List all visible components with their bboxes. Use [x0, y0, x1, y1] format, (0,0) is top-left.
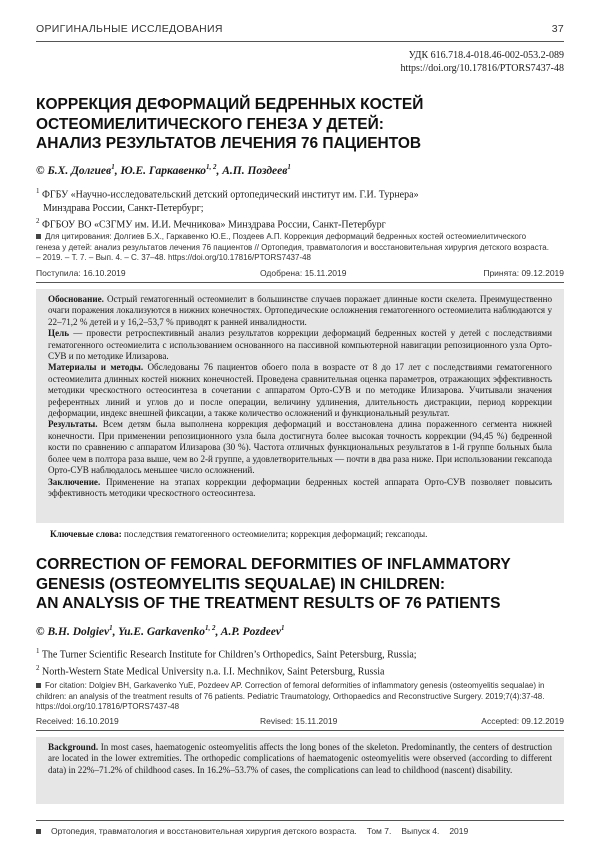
author: A.P. Pozdeev — [220, 625, 281, 638]
author: B.H. Dolgiev — [47, 625, 110, 638]
author-sup: 1 — [109, 624, 113, 632]
abstract-conclusion: Заключение. Применение на этапах коррекции деформации бедренных костей аппарата Орто-СУВ позволяет повысить эффективность методики чрескостного остеосинтеза. — [48, 476, 552, 498]
ru-dates — [36, 268, 564, 279]
copyright-sign: © — [36, 164, 48, 177]
en-title — [36, 555, 560, 614]
author: А.П. Поздеев — [222, 164, 288, 177]
en-abstract — [36, 737, 564, 804]
en-title-line: AN ANALYSIS OF THE TREATMENT RESULTS OF 76 PATIENTS — [36, 595, 501, 612]
affiliation: $^1$ The Turner Scientific Research Institute for Children’s Orthopedics, Saint Petersburg, Russia; — [36, 647, 417, 661]
ru-title-line: КОРРЕКЦИЯ ДЕФОРМАЦИЙ БЕДРЕННЫХ КОСТЕЙ — [36, 96, 424, 113]
copyright-sign: © — [36, 625, 48, 638]
accepted-date: Accepted: 09.12.2019 — [481, 716, 564, 726]
footer-rule — [36, 820, 564, 821]
revised-date: Одобрена: 15.11.2019 — [260, 268, 347, 278]
udk-block — [400, 49, 564, 75]
affiliation: $^2$ ФГБОУ ВО «СЗГМУ им. И.И. Мечникова» Минздрава России, Санкт-Петербург — [36, 217, 386, 231]
en-authors: © B.H. Dolgiev$^1$, Yu.E. Garkavenko$^{1, 2}$, A.P. Pozdeev$^1$ — [36, 624, 285, 638]
abstract-results: Результаты. Всем детям была выполнена коррекция деформаций и восстановлена длина пораженного сегмента нижней конечности. При применении репозиционного узла была достигнута более высокая точность коррекции (94,45 %) бедренной кости по сравнению с аппаратом Илизарова (30 %). Частота отличных функциональных результатов в 1-й группе больных была более чем в полтора раза выше, чем во 2-й группе, а удовлетворительных — почти в два раза ниже. При использовании гексапода Орто-СУВ наблюдалось меньшее число осложнений. — [48, 419, 552, 476]
issue: Выпуск 4. — [401, 826, 440, 836]
en-affiliations — [36, 645, 564, 679]
header-rule — [36, 41, 564, 42]
ru-keywords: Ключевые слова: последствия гематогенного остеомиелита; коррекция деформаций; гексаподы. — [50, 529, 428, 539]
ru-title — [36, 95, 560, 154]
author: Б.Х. Долгиев — [47, 164, 112, 177]
square-bullet-icon — [36, 234, 41, 239]
doi-link[interactable]: https://doi.org/10.17816/PTORS7437-48 — [400, 63, 564, 74]
abstract-background: Background. In most cases, haematogenic osteomyelitis affects the long bones of the skeleton. Predominantly, the centers of destruction are located in the lower extremities. The orthopedic complications of haematogenic osteomyelitis were observed (according to different data) in 22%–71.2% of childhood cases. In 16.2%–53.7% of cases, the complications can lead to childhood (nascent) disability. — [48, 742, 552, 775]
running-header — [36, 23, 564, 39]
ru-abstract — [36, 289, 564, 523]
section-title: ОРИГИНАЛЬНЫЕ ИССЛЕДОВАНИЯ — [36, 23, 223, 35]
received-date: Received: 16.10.2019 — [36, 716, 119, 726]
en-title-line: CORRECTION OF FEMORAL DEFORMITIES OF INFLAMMATORY — [36, 556, 511, 573]
author-sup: 1 — [287, 163, 291, 171]
accepted-date: Принята: 09.12.2019 — [483, 268, 564, 278]
dates-rule — [36, 282, 564, 283]
affiliation: $^2$ North-Western State Medical University n.a. I.I. Mechnikov, Saint Petersburg, Russia — [36, 663, 385, 678]
revised-date: Revised: 15.11.2019 — [260, 716, 338, 726]
running-footer — [36, 826, 478, 836]
en-citation: For citation: Dolgiev BH, Garkavenko YuE, Pozdeev AP. Correction of femoral deformities of inflammatory genesis (osteomyelitis sequalae) in children: an analysis of the treatment results of 76 patients. Pediatric Traumatology, Orthopaedics and Reconstructive Surgery. 2019;7(4):37-48. https://doi.org/10.17816/PTORS7437-48 — [36, 681, 545, 711]
journal-name: Ортопедия, травматология и восстановительная хирургия детского возраста. — [51, 826, 357, 836]
author-sup: 1, 2 — [204, 624, 216, 632]
volume: Том 7. — [366, 826, 392, 836]
author-sup: 1 — [280, 624, 285, 632]
ru-affiliations — [36, 185, 564, 232]
ru-title-line: ОСТЕОМИЕЛИТИЧЕСКОГО ГЕНЕЗА У ДЕТЕЙ: — [36, 115, 384, 133]
ru-title-line: АНАЛИЗ РЕЗУЛЬТАТОВ ЛЕЧЕНИЯ 76 ПАЦИЕНТОВ — [36, 135, 422, 152]
dates-rule — [36, 730, 564, 731]
udk-code: УДК 616.718.4-018.46-002-053.2-089 — [408, 50, 564, 61]
square-bullet-icon — [36, 829, 41, 834]
ru-authors: © Б.Х. Долгиев$^1$, Ю.Е. Гаркавенко$^{1, 2}$, А.П. Поздеев$^1$ — [36, 163, 291, 177]
received-date: Поступила: 16.10.2019 — [36, 268, 126, 278]
author-sup: 1, 2 — [205, 163, 217, 171]
en-dates — [36, 716, 564, 727]
square-bullet-icon — [36, 683, 41, 688]
author: Ю.Е. Гаркавенко — [120, 164, 206, 177]
en-title-line: GENESIS (OSTEOMYELITIS SEQUALAE) IN CHILDREN: — [36, 575, 446, 593]
abstract-methods: Материалы и методы. Обследованы 76 пациентов обоего пола в возрасте от 8 до 17 лет с последствиями гематогенного остеомиелита длинных костей нижних конечностей. Проведена сравнительная оценка параметров, отражающих эффективность методики чрескостного остеосинтеза в сочетании с аппаратом Орто-СУВ и по методике Илизарова. Учитывали значения референтных линий и углов до и после операции, величину удлинения, длительность дистракции, период коррекции деформации, индекс внешней фиксации, а также количество осложнений и функциональный результат. — [48, 362, 552, 419]
ru-citation: Для цитирования: Долгиев Б.Х., Гаркавенко Ю.Е., Поздеев А.П. Коррекция деформаций бедренных костей остеомиелитического генеза у детей: анализ результатов лечения 76 пациентов // Ортопедия, травматология и восстановительная хирургия детского возраста. – 2019. – Т. 7. – Вып. 4. – С. 37–48. https://doi.org/10.17816/PTORS7437-48 — [36, 232, 549, 262]
page-number: 37 — [551, 23, 564, 35]
abstract-background: Обоснование. Острый гематогенный остеомиелит в большинстве случаев поражает длинные кости скелета. Преимущественно очаги поражения локализуются в нижних конечностях. Ортопедические осложнения гематогенного остеомиелита наблюдаются у 22–71,2 % детей и у 16,2–53,7 % приводят к ранней инвалидности. — [48, 294, 552, 327]
affiliation-cont: Минздрава России, Санкт-Петербург; — [43, 202, 204, 214]
year: 2019 — [449, 826, 469, 836]
author: Yu.E. Garkavenko — [118, 625, 205, 638]
affiliation: $^1$ ФГБУ «Научно-исследовательский детский ортопедический институт им. Г.И. Турнера» — [36, 187, 419, 201]
author-sup: 1 — [111, 163, 115, 171]
abstract-aim: Цель — провести ретроспективный анализ результатов коррекции деформаций бедренных костей у детей с последствиями гематогенного остеомиелита с использованием основанного на пассивной компьютерной навигации репозиционного узла Орто-СУВ и по методике Илизарова. — [48, 328, 552, 362]
